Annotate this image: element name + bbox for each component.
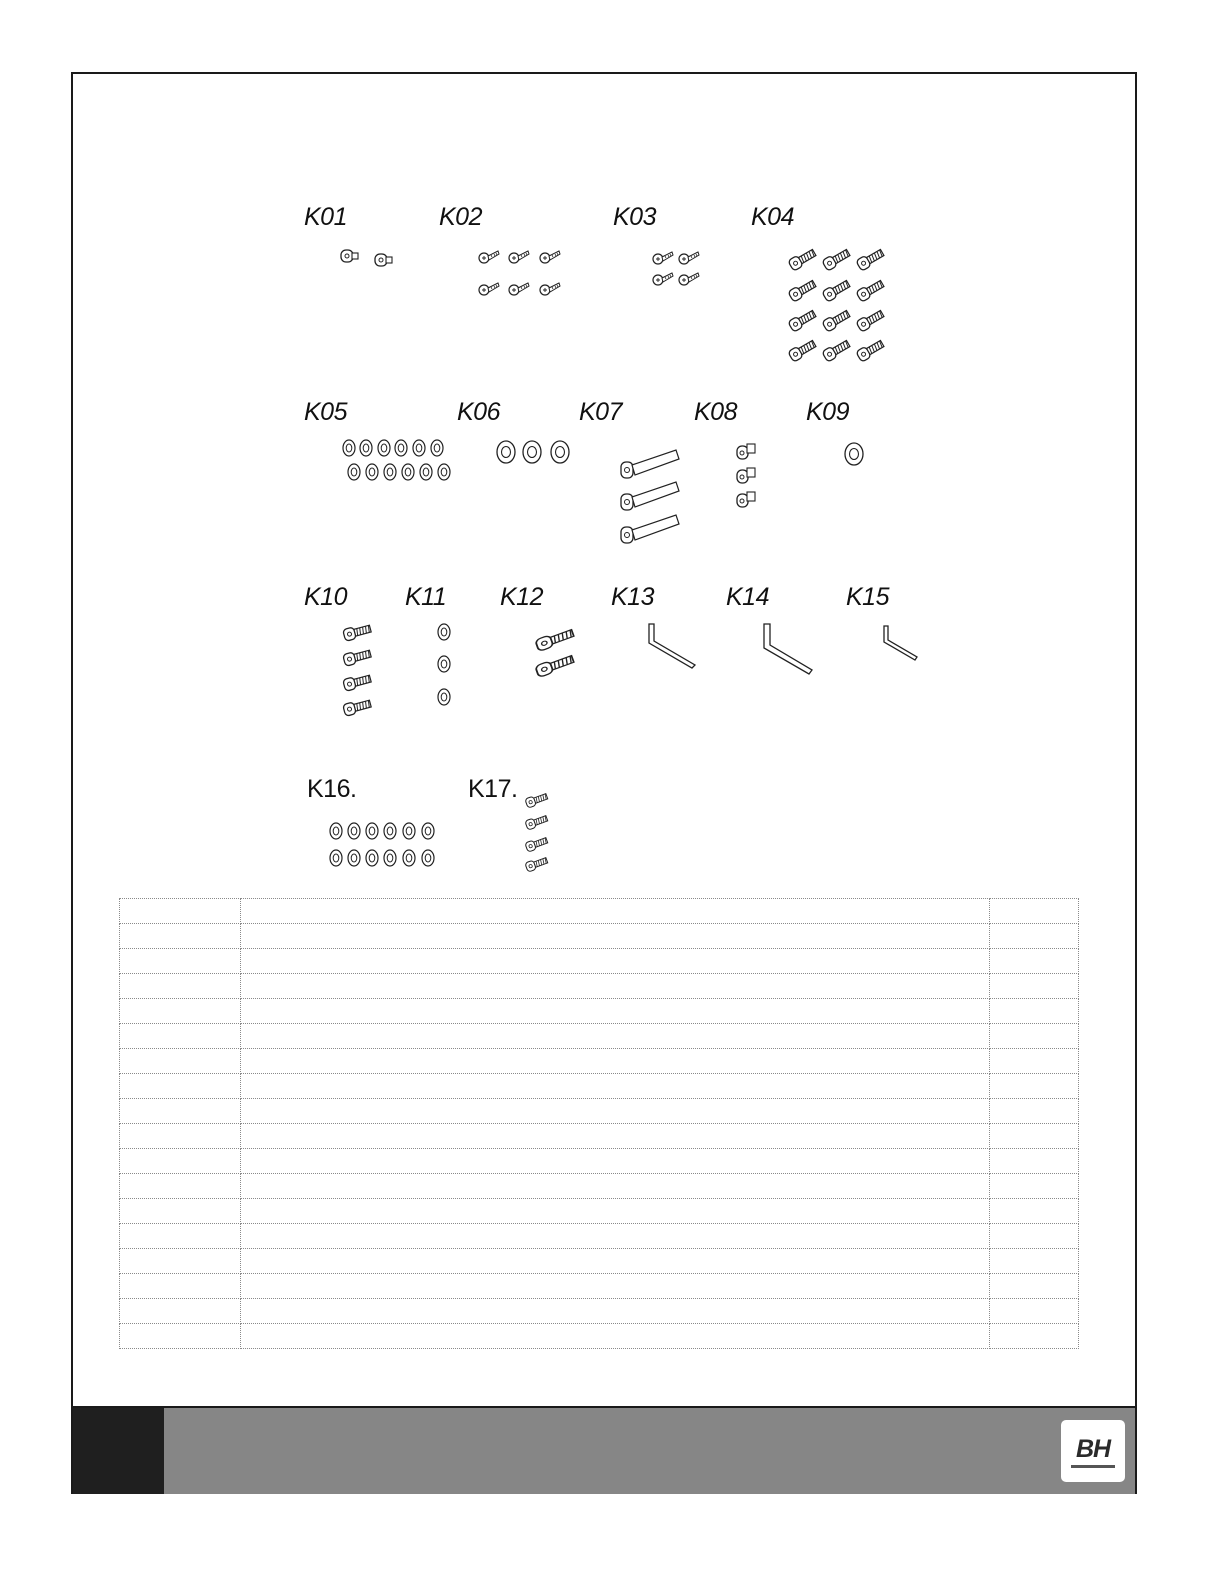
cap-screw-icon	[341, 250, 392, 266]
table-row	[120, 1149, 1079, 1174]
table-cell-description	[241, 949, 990, 974]
part-label-k15: K15	[846, 583, 889, 611]
table-cell-qty	[990, 924, 1079, 949]
table-cell-ref	[120, 949, 241, 974]
part-label-k01: K01	[304, 203, 347, 231]
footer-bar	[73, 1406, 1135, 1494]
part-label-k13: K13	[611, 583, 654, 611]
table-row	[120, 1324, 1079, 1349]
table-cell-description	[241, 1124, 990, 1149]
table-row	[120, 1049, 1079, 1074]
brand-logo-underline	[1071, 1465, 1115, 1468]
part-label-k10: K10	[304, 583, 347, 611]
cap-screw-icon	[535, 627, 575, 677]
table-cell-description	[241, 1224, 990, 1249]
table-cell-ref	[120, 1074, 241, 1099]
cap-screw-icon	[525, 792, 549, 872]
washer-icon	[330, 823, 434, 866]
cap-screw-icon	[653, 252, 699, 285]
table-cell-ref	[120, 1299, 241, 1324]
table-cell-qty	[990, 1124, 1079, 1149]
table-cell-description	[241, 924, 990, 949]
table-row	[120, 1024, 1079, 1049]
part-label-k07: K07	[579, 398, 622, 426]
table-cell-ref	[120, 999, 241, 1024]
table-cell-qty	[990, 949, 1079, 974]
allen-key-icon	[884, 626, 917, 660]
cap-screw-icon	[621, 450, 679, 543]
table-cell-qty	[990, 974, 1079, 999]
table-cell-ref	[120, 1024, 241, 1049]
table-cell-description	[241, 1324, 990, 1349]
table-row	[120, 924, 1079, 949]
table-cell-description	[241, 1199, 990, 1224]
table-row	[120, 1074, 1079, 1099]
table-cell-ref	[120, 1224, 241, 1249]
part-label-k12: K12	[500, 583, 543, 611]
cap-screw-icon	[737, 444, 755, 507]
table-cell-description	[241, 1024, 990, 1049]
table-cell-qty	[990, 1049, 1079, 1074]
table-cell-ref	[120, 1249, 241, 1274]
table-cell-qty	[990, 1224, 1079, 1249]
table-cell-qty	[990, 999, 1079, 1024]
table-cell-ref	[120, 1174, 241, 1199]
table-cell-description	[241, 899, 990, 924]
page-number-tab	[73, 1408, 164, 1494]
table-row	[120, 974, 1079, 999]
table-row	[120, 1099, 1079, 1124]
table-cell-description	[241, 1249, 990, 1274]
table-cell-qty	[990, 1099, 1079, 1124]
table-cell-description	[241, 1149, 990, 1174]
part-label-k11: K11	[405, 583, 447, 611]
part-label-k04: K04	[751, 203, 794, 231]
table-cell-description	[241, 1074, 990, 1099]
part-label-k03: K03	[613, 203, 656, 231]
table-cell-qty	[990, 1249, 1079, 1274]
table-cell-qty	[990, 1274, 1079, 1299]
table-cell-description	[241, 1099, 990, 1124]
cap-screw-icon	[479, 251, 560, 295]
table-cell-description	[241, 1274, 990, 1299]
table-cell-ref	[120, 1124, 241, 1149]
table-cell-description	[241, 974, 990, 999]
part-label-k09: K09	[806, 398, 849, 426]
table-cell-qty	[990, 1149, 1079, 1174]
table-cell-ref	[120, 1324, 241, 1349]
table-cell-description	[241, 1174, 990, 1199]
allen-key-icon	[764, 624, 812, 674]
table-row	[120, 1224, 1079, 1249]
table-cell-description	[241, 1299, 990, 1324]
table-cell-qty	[990, 1074, 1079, 1099]
table-row	[120, 1274, 1079, 1299]
table-row	[120, 1299, 1079, 1324]
table-cell-ref	[120, 1199, 241, 1224]
table-cell-qty	[990, 1174, 1079, 1199]
table-cell-qty	[990, 1024, 1079, 1049]
table-cell-qty	[990, 899, 1079, 924]
table-cell-qty	[990, 1199, 1079, 1224]
part-label-k14: K14	[726, 583, 769, 611]
part-label-k17: K17.	[468, 775, 518, 803]
washer-icon	[845, 443, 863, 465]
parts-list-table	[119, 898, 1079, 1349]
table-cell-ref	[120, 924, 241, 949]
allen-key-icon	[649, 624, 695, 668]
table-cell-ref	[120, 1099, 241, 1124]
table-cell-description	[241, 999, 990, 1024]
table-cell-ref	[120, 974, 241, 999]
part-label-k16: K16.	[307, 775, 357, 803]
washer-icon	[343, 440, 450, 480]
table-row	[120, 1174, 1079, 1199]
table-row	[120, 1199, 1079, 1224]
table-row	[120, 1249, 1079, 1274]
brand-logo	[1061, 1420, 1125, 1482]
table-cell-qty	[990, 1299, 1079, 1324]
cap-screw-icon	[788, 247, 885, 362]
table-cell-ref	[120, 1149, 241, 1174]
washer-icon	[497, 441, 569, 463]
table-cell-description	[241, 1049, 990, 1074]
table-cell-ref	[120, 899, 241, 924]
brand-logo-text: BH	[1075, 1435, 1111, 1463]
table-row	[120, 949, 1079, 974]
table-row	[120, 899, 1079, 924]
table-cell-ref	[120, 1274, 241, 1299]
part-label-k02: K02	[439, 203, 482, 231]
washer-icon	[438, 624, 450, 705]
part-label-k08: K08	[694, 398, 737, 426]
table-row	[120, 1124, 1079, 1149]
table-cell-qty	[990, 1324, 1079, 1349]
table-cell-ref	[120, 1049, 241, 1074]
table-row	[120, 999, 1079, 1024]
part-label-k05: K05	[304, 398, 347, 426]
cap-screw-icon	[343, 623, 372, 717]
part-label-k06: K06	[457, 398, 500, 426]
